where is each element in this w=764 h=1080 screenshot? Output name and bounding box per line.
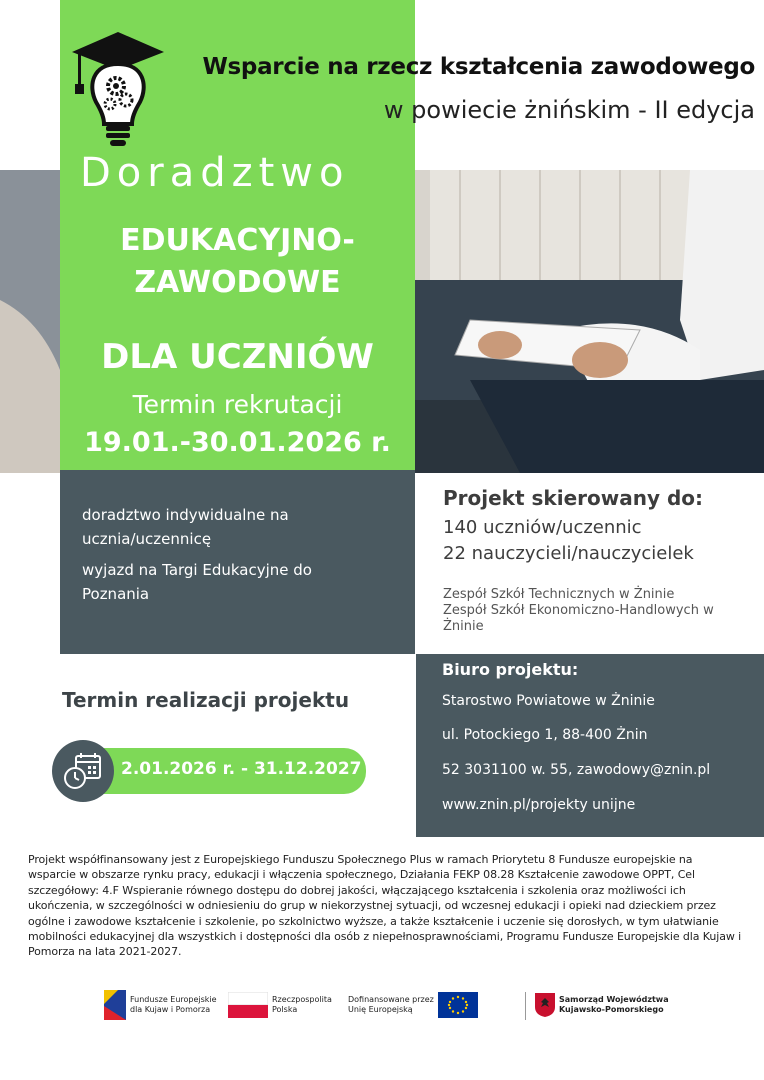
polish-flag-icon <box>228 992 268 1018</box>
calendar-clock-icon <box>52 740 114 802</box>
hero-edu <box>60 220 415 304</box>
realization-title: Termin realizacji projektu <box>62 688 350 712</box>
graduation-bulb-icon <box>68 24 168 154</box>
offer-item-1: doradztwo indywidualne na ucznia/uczennicę <box>82 506 289 548</box>
recruitment-label: Termin rekrutacji <box>132 390 343 419</box>
sw-logo <box>535 980 669 1030</box>
eu-flag-icon <box>438 992 478 1018</box>
ue-logo-line1: Dofinansowane przez <box>348 995 434 1004</box>
ue-logo-line2: Unię Europejską <box>348 1005 413 1014</box>
fe-logo-line2: dla Kujaw i Pomorza <box>130 1005 211 1014</box>
target-students: 140 uczniów/uczennic <box>443 517 642 538</box>
funding-logos <box>0 980 764 1030</box>
sw-logo-line1: Samorząd Województwa <box>559 995 669 1004</box>
hero-edu-line2: ZAWODOWE <box>134 265 341 300</box>
header-title: Wsparcie na rzecz kształcenia zawodowego <box>202 54 755 80</box>
realization-dates: 2.01.2026 r. - 31.12.2027 r. <box>121 759 380 779</box>
header-subtitle: w powiecie żnińskim - II edycja <box>383 96 755 124</box>
voivodeship-crest-icon <box>535 993 555 1017</box>
rp-logo-line2: Polska <box>272 1005 298 1014</box>
school-2: Zespół Szkół Ekonomiczno-Handlowych w Żninie <box>443 603 714 634</box>
office-contact: 52 3031100 w. 55, zawodowy@znin.pl <box>442 762 711 778</box>
offer-item-2: wyjazd na Targi Edukacyjne do Poznania <box>82 561 312 603</box>
fe-logo-line1: Fundusze Europejskie <box>130 995 217 1004</box>
logo-divider <box>525 992 526 1020</box>
ue-logo <box>348 980 478 1030</box>
office-title: Biuro projektu: <box>442 660 579 679</box>
hero-dla: DLA UCZNIÓW <box>101 337 374 377</box>
fe-logo <box>104 980 217 1030</box>
hero-edu-line1: EDUKACYJNO- <box>120 223 355 258</box>
sw-logo-line2: Kujawsko-Pomorskiego <box>559 1005 664 1014</box>
school-1: Zespół Szkół Technicznych w Żninie <box>443 587 675 602</box>
fe-logo-icon <box>104 990 126 1020</box>
recruitment-dates: 19.01.-30.01.2026 r. <box>84 427 391 458</box>
office-address: ul. Potockiego 1, 88-400 Żnin <box>442 727 648 743</box>
office-website[interactable]: www.znin.pl/projekty unijne <box>442 797 636 813</box>
target-title: Projekt skierowany do: <box>443 486 703 510</box>
funding-statement: Projekt współfinansowany jest z Europejskiego Funduszu Społecznego Plus w ramach Priorytetu 8 Fundusze europejskie na wsparcie w obszarze rynku pracy, edukacji i włączenia społecznego, Działania FEKP 08.28 Kształcenie zawodowe OPPT, Cel szczegółowy: 4.F Wspieranie równego dostępu do dobrej jakości, włączającego kształcenia i szkolenia oraz możliwości ich ukończenia, w szczególności w odniesieniu do grup w niekorzystnej sytuacji, od wczesnej edukacji i opieki nad dzieckiem przez ogólne i zawodowe kształcenie i szkolenie, po szkolnictwo wyższe, a także kształcenie i uczenie się dorosłych, w tym ułatwianie mobilności edukacyjnej dla wszystkich i dostępności dla osób z niepełnosprawnościami, Programu Fundusze Europejskie dla Kujaw i Pomorza na lata 2021-2027. <box>28 853 742 959</box>
rp-logo <box>228 980 332 1030</box>
target-teachers: 22 nauczycieli/nauczycielek <box>443 543 694 564</box>
rp-logo-line1: Rzeczpospolita <box>272 995 332 1004</box>
hero-doradztwo: Doradztwo <box>80 150 350 196</box>
office-name: Starostwo Powiatowe w Żninie <box>442 693 655 709</box>
